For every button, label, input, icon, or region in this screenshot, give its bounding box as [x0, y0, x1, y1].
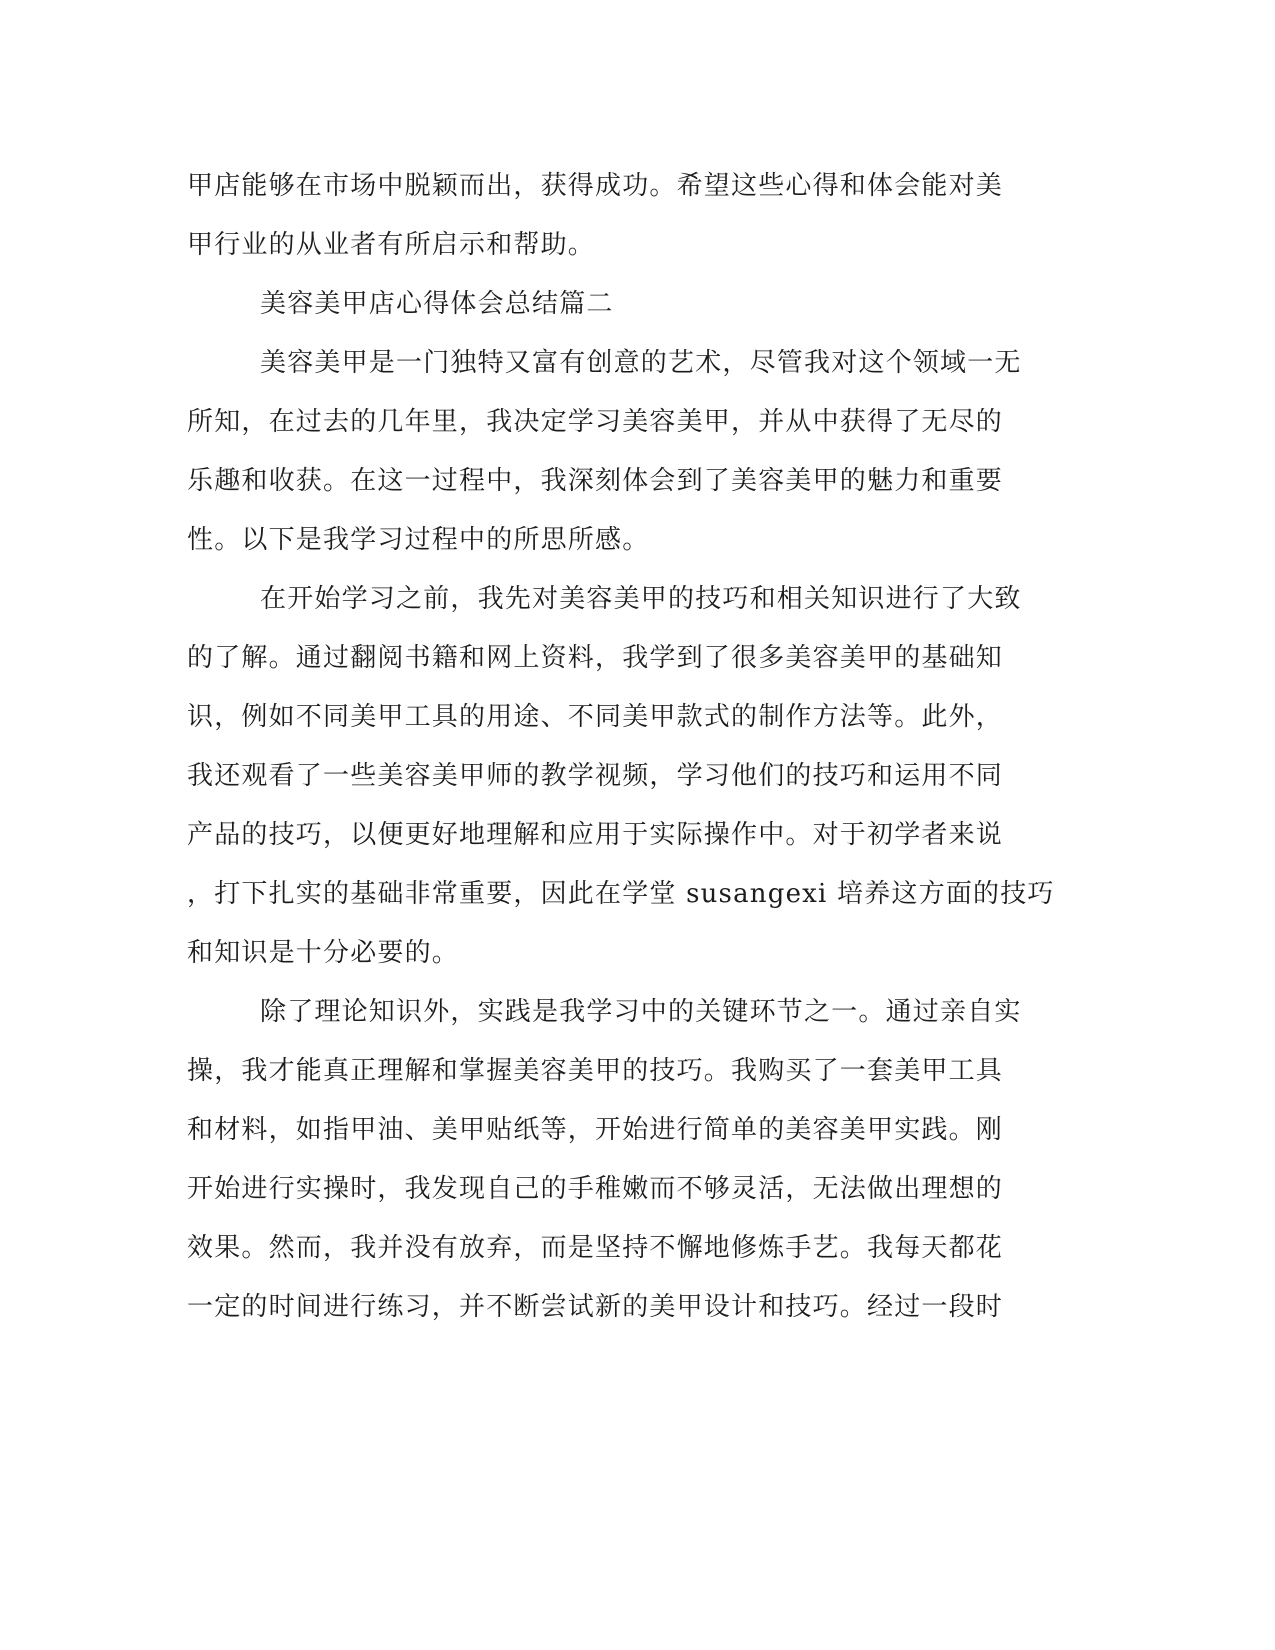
text-line-1: 甲店能够在市场中脱颖而出，获得成功。希望这些心得和体会能对美	[187, 171, 1004, 201]
text-line-15: 除了理论知识外，实践是我学习中的关键环节之一。通过亲自实	[260, 997, 1022, 1027]
text-line-8: 在开始学习之前，我先对美容美甲的技巧和相关知识进行了大致	[260, 584, 1022, 614]
text-line-16: 操，我才能真正理解和掌握美容美甲的技巧。我购买了一套美甲工具	[187, 1056, 1004, 1086]
text-line-19: 效果。然而，我并没有放弃，而是坚持不懈地修炼手艺。我每天都花	[187, 1233, 1004, 1263]
text-line-4: 美容美甲是一门独特又富有创意的艺术，尽管我对这个领域一无	[260, 348, 1022, 378]
section-heading: 美容美甲店心得体会总结篇二	[260, 289, 614, 319]
text-line-20: 一定的时间进行练习，并不断尝试新的美甲设计和技巧。经过一段时	[187, 1292, 1004, 1322]
text-line-14: 和知识是十分必要的。	[187, 938, 460, 968]
text-line-10: 识，例如不同美甲工具的用途、不同美甲款式的制作方法等。此外，	[187, 702, 1004, 732]
text-line-11: 我还观看了一些美容美甲师的教学视频，学习他们的技巧和运用不同	[187, 761, 1004, 791]
text-line-6: 乐趣和收获。在这一过程中，我深刻体会到了美容美甲的魅力和重要	[187, 466, 1004, 496]
text-line-13: ，打下扎实的基础非常重要，因此在学堂 susangexi 培养这方面的技巧	[187, 879, 1055, 909]
text-line-9: 的了解。通过翻阅书籍和网上资料，我学到了很多美容美甲的基础知	[187, 643, 1004, 673]
text-line-7: 性。以下是我学习过程中的所思所感。	[187, 525, 650, 555]
text-line-18: 开始进行实操时，我发现自己的手稚嫩而不够灵活，无法做出理想的	[187, 1174, 1004, 1204]
text-line-5: 所知，在过去的几年里，我决定学习美容美甲，并从中获得了无尽的	[187, 407, 1004, 437]
text-line-12: 产品的技巧，以便更好地理解和应用于实际操作中。对于初学者来说	[187, 820, 1004, 850]
text-line-2: 甲行业的从业者有所启示和帮助。	[187, 230, 596, 260]
text-line-17: 和材料，如指甲油、美甲贴纸等，开始进行简单的美容美甲实践。刚	[187, 1115, 1004, 1145]
